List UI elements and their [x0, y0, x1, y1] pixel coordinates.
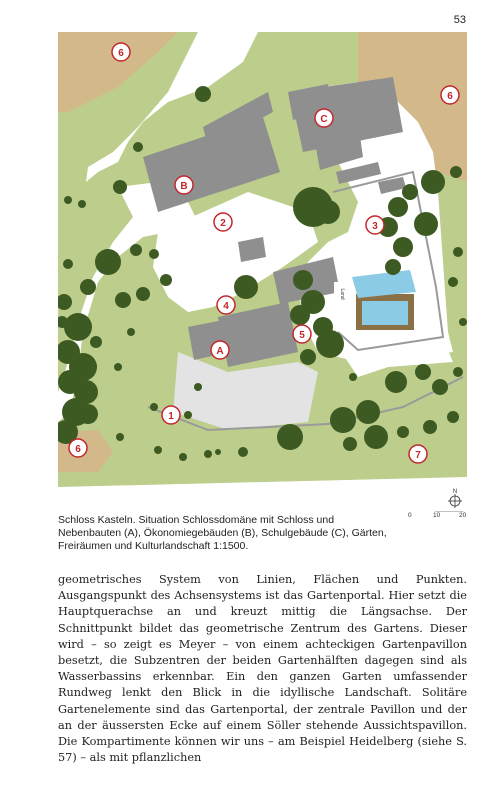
marker-2: [214, 213, 232, 231]
marker-3: [366, 216, 384, 234]
svg-text:3: 3: [372, 221, 378, 232]
marker-6-southwest: [69, 439, 87, 457]
svg-text:1: 1: [168, 411, 174, 422]
marker-b: [175, 176, 193, 194]
marker-a: [211, 341, 229, 359]
page-number: 53: [453, 14, 466, 26]
scale-label-20: 20: [459, 512, 467, 519]
body-text: [58, 572, 467, 766]
marker-6-northeast: [441, 86, 459, 104]
body-paragraph: geometrisches System von Linien, Flächen und Punkten. Ausgangspunkt des Achsensystems ist das Gartenportal. Hier setzt die Hauptquerachse an und kreuzt mittig die Längsachse. Der Schnittpunkt bildet das geometrische Zentrum des Gartens. Dieser wird – so zeigt es Meyer – von einem achteckigen Gartenpavillon besetzt, die Subzentren der beiden Gartenhälften dagegen sind als Wasserbassins erkennbar. Ein den ganzen Garten umfassender Rundweg lenkt den Blick in die idyllische Landschaft. Solitäre Gartenelemente sind das Gartenportal, der zentrale Pavillon und der an der äussersten Ecke auf einem Söller stehende Aussichtspavillon. Die Kompartimente können wir uns – am Beispiel Heidelberg (siehe S. 57) – als mit pflanzlichen: [58, 573, 467, 765]
svg-text:6: 6: [75, 444, 81, 455]
svg-text:5: 5: [299, 330, 305, 341]
svg-text:7: 7: [415, 450, 421, 461]
svg-text:B: B: [180, 181, 188, 192]
north-label: N: [452, 489, 458, 495]
site-plan-figure: [58, 32, 467, 500]
scale-bar: [405, 484, 467, 512]
svg-text:C: C: [320, 114, 328, 125]
svg-text:6: 6: [118, 48, 124, 59]
marker-7: [409, 445, 427, 463]
svg-text:4: 4: [223, 301, 229, 312]
marker-c: [315, 109, 333, 127]
figure-caption: Schloss Kasteln. Situation Schlossdomäne mit Schloss und Nebenbauten (A), Ökonomiegebäuden (B), Schulgebäude (C), Gärten, Freiräumen und Kulturlandschaft 1:1500.: [58, 514, 387, 552]
marker-1: [162, 406, 180, 424]
building-label: Land: [339, 288, 345, 300]
scale-label-10: 10: [433, 512, 441, 519]
marker-4: [217, 296, 235, 314]
marker-5: [293, 325, 311, 343]
scale-label-0: 0: [408, 512, 412, 519]
svg-text:A: A: [216, 346, 224, 357]
svg-text:6: 6: [447, 91, 453, 102]
svg-text:2: 2: [220, 218, 226, 229]
marker-6-northwest: [112, 43, 130, 61]
water-basin-south: [362, 301, 408, 325]
